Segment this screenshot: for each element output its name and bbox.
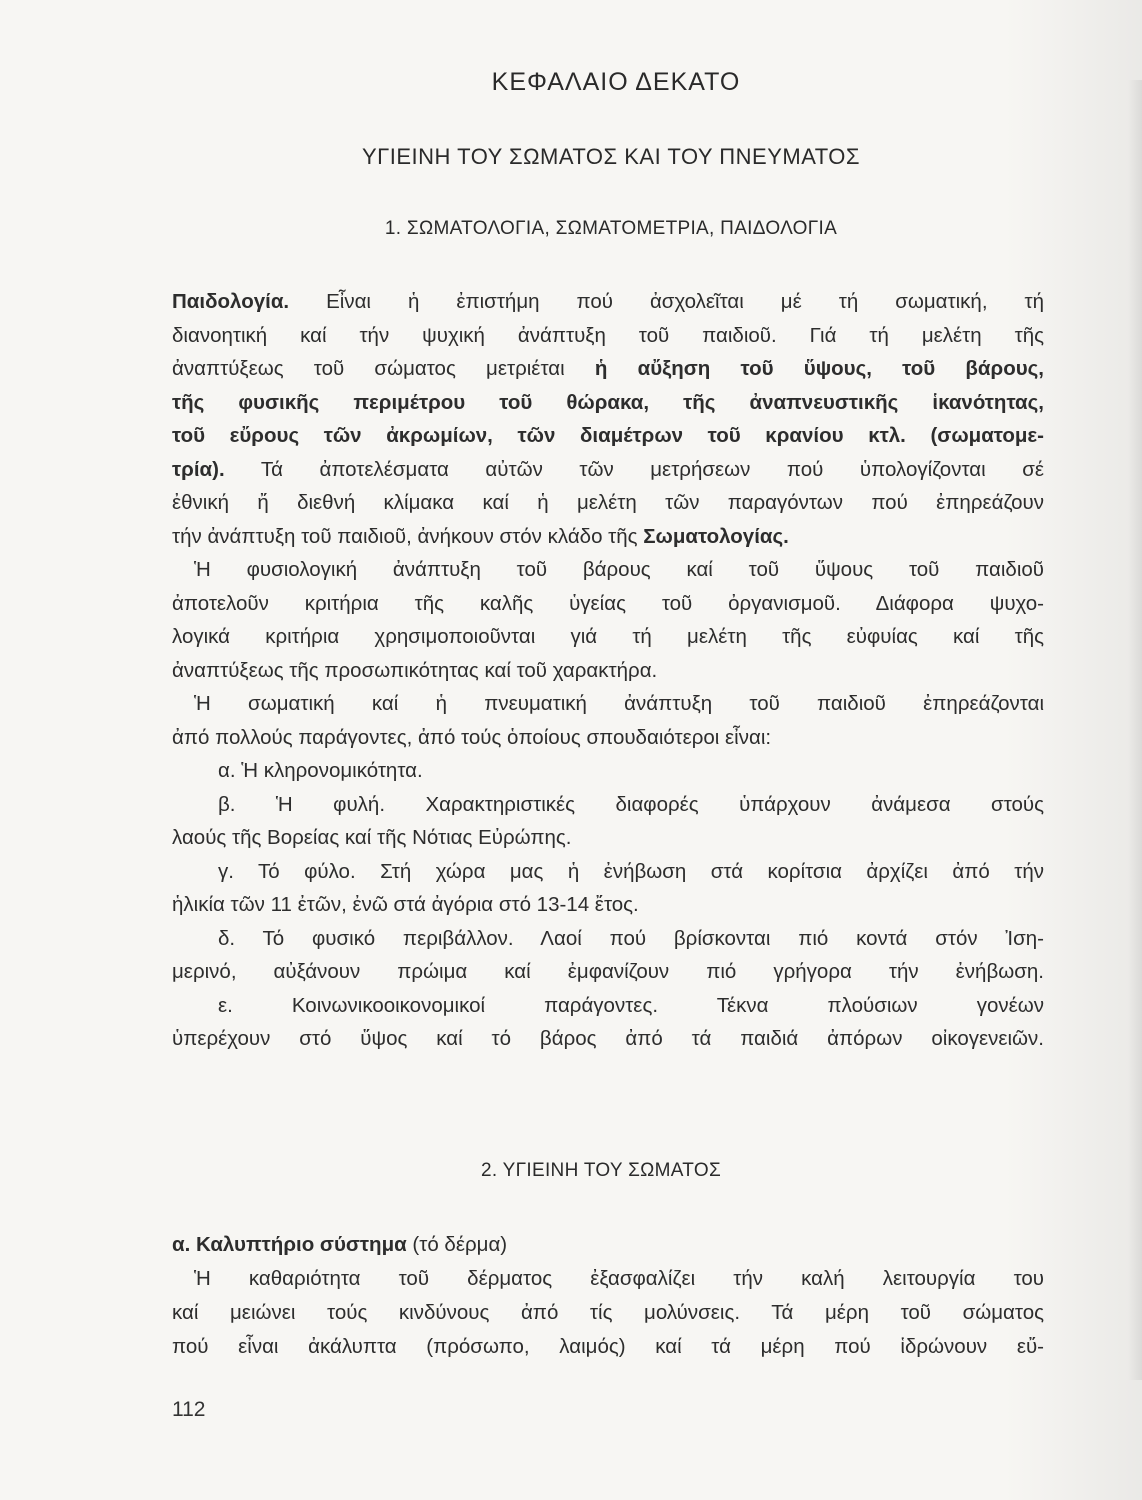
factor-e: ε. Κοινωνικοοικονομικοί παράγοντες. Τέκνα πλούσιων γονέων <box>218 993 1044 1017</box>
text-fragment: τήν ἀνάπτυξη τοῦ παιδιοῦ, ἀνήκουν στόν κλάδο τῆς <box>172 524 644 548</box>
text-line: ὑπερέχουν στό ὕψος καί τό βάρος ἀπό τά παιδιά ἀπόρων οἰκογενειῶν. <box>172 1027 1044 1050</box>
bold-fragment: τρία). <box>172 457 225 481</box>
section-1-heading: 1. ΣΩΜΑΤΟΛΟΓΙΑ, ΣΩΜΑΤΟΜΕΤΡΙΑ, ΠΑΙΔΟΛΟΓΙΑ <box>384 218 838 239</box>
bold-fragment: ἡ αὔξηση τοῦ ὕψους, τοῦ βάρους, <box>594 357 1044 380</box>
text-line: ἀποτελοῦν κριτήρια τῆς καλῆς ὑγείας τοῦ ὀργανισμοῦ. Διάφορα ψυχο- <box>172 591 1044 615</box>
text-line <box>172 352 1044 386</box>
text-fragment: ἀναπτύξεως τοῦ σώματος μετριέται <box>172 357 595 380</box>
text-line: Ἡ φυσιολογική ἀνάπτυξη τοῦ βάρους καί τοῦ ὕψους τοῦ παιδιοῦ <box>194 558 1044 581</box>
term-paidologia: Παιδολογία. <box>172 290 290 313</box>
text-line: λαούς τῆς Βορείας καί τῆς Νότιας Εὐρώπης. <box>172 826 572 849</box>
main-text <box>172 285 1044 1056</box>
text-line: Ἡ καθαριότητα τοῦ δέρματος ἐξασφαλίζει τήν καλή λειτουργία του <box>194 1267 1044 1290</box>
text-line: πού εἶναι ἀκάλυπτα (πρόσωπο, λαιμός) καί τά μέρη πού ἱδρώνουν εὔ- <box>172 1335 1044 1358</box>
text-line: ἡλικία τῶν 11 ἐτῶν, ἐνῶ στά ἀγόρια στό 13-14 ἔτος. <box>172 893 639 916</box>
term-somatologia: Σωματολογίας. <box>643 524 789 548</box>
section-2-text <box>172 1228 1044 1364</box>
text-line: ἐθνική ἤ διεθνή κλίμακα καί ἡ μελέτη τῶν παραγόντων πού ἐπηρεάζουν <box>172 491 1044 514</box>
text-line: καί μειώνει τούς κινδύνους ἀπό τίς μολύνσεις. Τά μέρη τοῦ σώματος <box>172 1301 1044 1324</box>
text-fragment: (τό δέρμα) <box>406 1233 508 1256</box>
factor-a: α. Ἡ κληρονομικότητα. <box>218 759 423 782</box>
text-line: τῆς φυσικῆς περιμέτρου τοῦ θώρακα, τῆς ἀναπνευστικῆς ἱκανότητας, <box>172 390 1044 414</box>
text-fragment: Εἶναι ἡ ἐπιστήμη πού ἀσχολεῖται μέ τή σωματική, τή <box>289 290 1044 313</box>
text-line <box>172 285 1044 319</box>
factor-c: γ. Τό φύλο. Στή χώρα μας ἡ ἐνήβωση στά κορίτσια ἀρχίζει ἀπό τήν <box>218 859 1044 883</box>
chapter-subtitle: ΥΓΙΕΙΝΗ ΤΟΥ ΣΩΜΑΤΟΣ ΚΑΙ ΤΟΥ ΠΝΕΥΜΑΤΟΣ <box>361 144 861 169</box>
page-number: 112 <box>172 1398 206 1421</box>
text-line: λογικά κριτήρια χρησιμοποιοῦνται γιά τή μελέτη τῆς εὐφυίας καί τῆς <box>172 625 1044 648</box>
factor-d: δ. Τό φυσικό περιβάλλον. Λαοί πού βρίσκονται πιό κοντά στόν Ἰση- <box>218 926 1044 950</box>
section-2-heading: 2. ΥΓΙΕΙΝΗ ΤΟΥ ΣΩΜΑΤΟΣ <box>481 1160 721 1181</box>
bold-fragment: α. Καλυπτήριο σύστημα <box>172 1233 407 1256</box>
text-line <box>172 453 1044 487</box>
text-line: μερινό, αὐξάνουν πρώιμα καί ἐμφανίζουν πιό γρήγορα τήν ἐνήβωση. <box>172 960 1044 983</box>
text-fragment: Τά ἀποτελέσματα αὐτῶν τῶν μετρήσεων πού ὑπολογίζονται σέ <box>224 457 1044 481</box>
factor-b: β. Ἡ φυλή. Χαρακτηριστικές διαφορές ὑπάρχουν ἀνάμεσα στούς <box>218 792 1044 816</box>
text-line: ἀναπτύξεως τῆς προσωπικότητας καί τοῦ χαρακτήρα. <box>172 658 658 682</box>
chapter-title: ΚΕΦΑΛΑΙΟ ΔΕΚΑΤΟ <box>491 68 741 96</box>
page-edge-shadow <box>1128 80 1142 1380</box>
subsection-a-heading <box>172 1228 1044 1262</box>
text-line: ἀπό πολλούς παράγοντες, ἀπό τούς ὁποίους σπουδαιότεροι εἶναι: <box>172 725 772 749</box>
text-line <box>172 520 1044 554</box>
text-line: διανοητική καί τήν ψυχική ἀνάπτυξη τοῦ παιδιοῦ. Γιά τή μελέτη τῆς <box>172 323 1044 347</box>
text-line: Ἡ σωματική καί ἡ πνευματική ἀνάπτυξη τοῦ παιδιοῦ ἐπηρεάζονται <box>194 692 1044 715</box>
text-line: τοῦ εὔρους τῶν ἀκρωμίων, τῶν διαμέτρων τοῦ κρανίου κτλ. (σωματομε- <box>172 424 1044 447</box>
